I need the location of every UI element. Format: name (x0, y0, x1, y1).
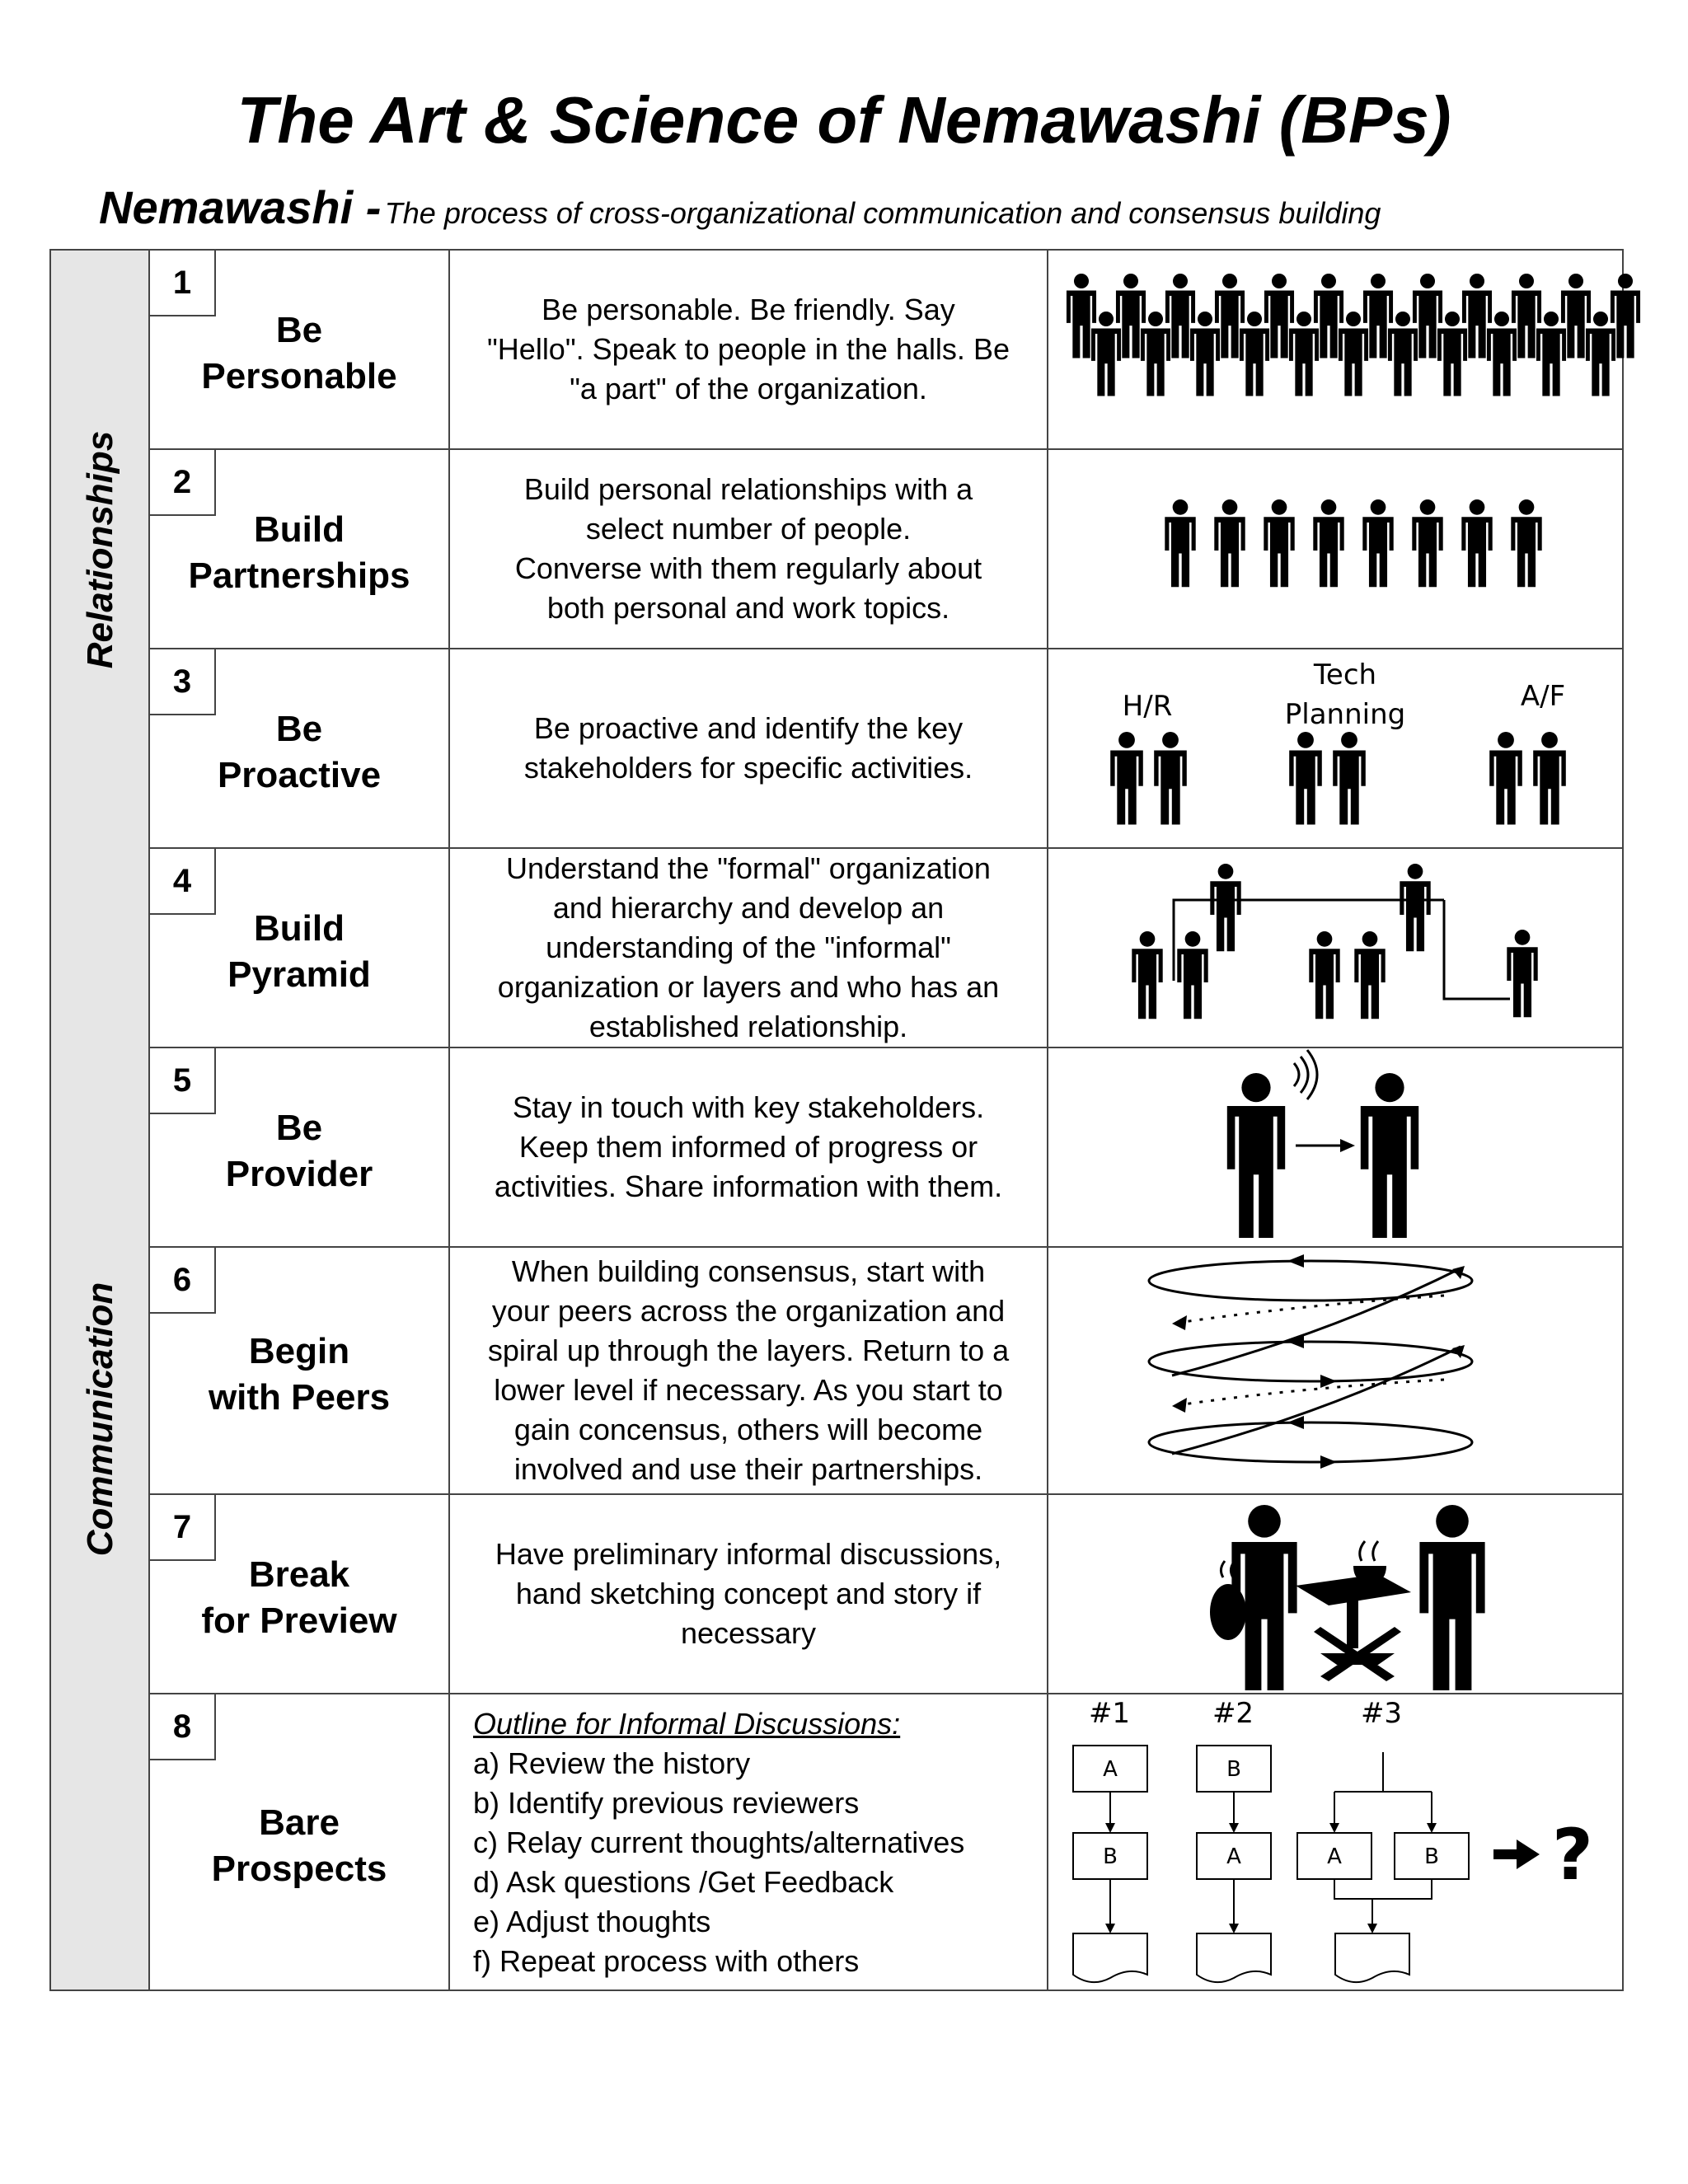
name-line: Be (275, 1108, 323, 1148)
group-label-planning: Planning (1284, 698, 1406, 731)
question-mark-icon: ? (1552, 1814, 1593, 1896)
outline-item: a) Review the history (473, 1746, 751, 1780)
desc-line: organization or layers and who has an (497, 970, 1000, 1004)
person-icon (1289, 732, 1322, 825)
desc-line: both personal and work topics. (546, 591, 950, 625)
desc-line: stakeholders for specific activities. (523, 751, 973, 785)
desc-line: lower level if necessary. As you start to (494, 1373, 1003, 1407)
section-label: Relationships (80, 430, 120, 669)
org-pyramid-icon (1048, 849, 1622, 1047)
outline-item: c) Relay current thoughts/alternatives (473, 1825, 965, 1859)
group-label-tech: Tech (1313, 658, 1377, 691)
subtitle (99, 183, 1381, 245)
person-icon (1362, 499, 1393, 587)
desc-line: involved and use their partnerships. (513, 1452, 983, 1486)
person-icon (1132, 931, 1162, 1019)
person-icon (1507, 930, 1537, 1017)
desc-line: necessary (680, 1616, 817, 1650)
pyramid-illustration (1048, 849, 1622, 1047)
flow2-box-a: A (1226, 1844, 1241, 1869)
practice-row-6 (150, 1248, 1624, 1495)
outline-item: f) Repeat process with others (473, 1944, 860, 1978)
person-icon (1264, 499, 1294, 587)
flow1-box-b: B (1103, 1844, 1118, 1869)
practice-row-3 (150, 649, 1624, 849)
desc-line: Converse with them regularly about (514, 551, 982, 585)
person-icon (1437, 312, 1467, 396)
name-line: with Peers (208, 1377, 391, 1418)
partners-illustration (1048, 450, 1622, 648)
person-icon (1333, 732, 1366, 825)
practice-description (450, 849, 1048, 1047)
flow-header-2: #2 (1212, 1697, 1254, 1730)
practice-row-5 (150, 1048, 1624, 1248)
desc-line: and hierarchy and develop an (552, 891, 945, 925)
practice-description (450, 1694, 1048, 1990)
person-icon (1154, 732, 1187, 825)
outline-item: d) Ask questions /Get Feedback (473, 1865, 894, 1899)
desc-line: Keep them informed of progress or (518, 1130, 978, 1164)
practice-number: 4 (150, 849, 216, 915)
flow2-box-b: B (1226, 1757, 1241, 1782)
flow3-box-a: A (1327, 1844, 1342, 1869)
person-icon (1177, 931, 1207, 1019)
desc-line: established relationship. (588, 1010, 908, 1043)
practice-number: 6 (150, 1248, 216, 1314)
person-icon (1361, 1073, 1418, 1238)
group-label-hr: H/R (1122, 690, 1173, 723)
person-icon (1536, 312, 1566, 396)
section-communication (51, 849, 150, 1990)
desc-line: "Hello". Speak to people in the halls. Be (487, 332, 1010, 366)
practice-row-7 (150, 1495, 1624, 1694)
desc-line: Stay in touch with key stakeholders. (512, 1090, 985, 1124)
person-icon (1511, 499, 1541, 587)
flow-header-3: #3 (1360, 1697, 1403, 1730)
spiral-icon (1048, 1248, 1622, 1493)
name-line: Prospects (211, 1849, 387, 1889)
coffee-break-illustration (1048, 1495, 1622, 1693)
flowchart-illustration (1048, 1694, 1622, 1990)
person-icon (1489, 732, 1522, 825)
name-line: Be (275, 310, 323, 350)
name-line: Provider (225, 1154, 373, 1194)
practice-number: 2 (150, 450, 216, 516)
flow1-box-a: A (1103, 1757, 1118, 1782)
desc-line: When building consensus, start with (511, 1254, 986, 1288)
name-line: Partnerships (188, 555, 410, 596)
person-icon (1339, 312, 1368, 396)
provider-talking-icon (1048, 1048, 1622, 1246)
name-line: Bare (259, 1802, 340, 1843)
desc-line: "a part" of the organization. (570, 372, 927, 405)
person-icon (1110, 732, 1143, 825)
desc-line: understanding of the "informal" (546, 930, 951, 964)
person-icon (1419, 1505, 1484, 1690)
person-icon (1214, 499, 1245, 587)
practice-number: 1 (150, 251, 216, 316)
section-relationships (51, 251, 150, 849)
desc-line: spiral up through the layers. Return to a (487, 1333, 1010, 1367)
person-icon (1309, 931, 1339, 1019)
practice-description (450, 1248, 1048, 1493)
desc-line: Build personal relationships with a (523, 472, 973, 506)
spiral-illustration (1048, 1248, 1622, 1493)
desc-line: Be personable. Be friendly. Say (542, 293, 955, 326)
name-line: Build (254, 908, 345, 949)
outline-heading: Outline for Informal Discussions: (473, 1707, 901, 1741)
practice-description (450, 251, 1048, 448)
outline-item: b) Identify previous reviewers (473, 1786, 860, 1820)
group-label-af: A/F (1520, 680, 1566, 713)
person-icon (1240, 312, 1269, 396)
subtitle-term: Nemawashi - (99, 181, 382, 233)
person-icon (1400, 864, 1430, 951)
practice-description (450, 450, 1048, 648)
practice-description (450, 649, 1048, 847)
subtitle-definition: The process of cross-organizational communication and consensus building (384, 196, 1381, 230)
name-line: for Preview (201, 1601, 397, 1641)
practice-description (450, 1048, 1048, 1246)
name-line: Personable (201, 356, 397, 396)
practice-row-4 (150, 849, 1624, 1048)
name-line: Pyramid (227, 954, 371, 995)
outline-item: e) Adjust thoughts (473, 1905, 711, 1938)
name-line: Be (275, 709, 323, 749)
name-line: Break (248, 1554, 350, 1595)
practices-table (49, 249, 1624, 1991)
flowchart-icon (1048, 1694, 1622, 1988)
practice-number: 3 (150, 649, 216, 715)
desc-line: select number of people. (585, 512, 912, 546)
person-icon (1165, 499, 1195, 587)
practice-row-1 (150, 251, 1624, 450)
person-icon (1487, 312, 1517, 396)
desc-line: your peers across the organization and (491, 1294, 1006, 1328)
person-icon (1461, 499, 1492, 587)
person-icon (1313, 499, 1343, 587)
desc-line: Have preliminary informal discussions, (495, 1537, 1002, 1571)
practice-number: 8 (150, 1694, 216, 1760)
practice-row-2 (150, 450, 1624, 649)
crowd-illustration (1048, 251, 1622, 448)
desc-line: Be proactive and identify the key (533, 711, 964, 745)
person-icon (1091, 312, 1121, 396)
desc-line: gain concensus, others will become (513, 1413, 983, 1446)
person-icon (1533, 732, 1566, 825)
name-line: Begin (248, 1331, 350, 1371)
person-icon (1354, 931, 1385, 1019)
flow-header-1: #1 (1088, 1697, 1131, 1730)
crowd-people-icon (1048, 251, 1622, 448)
name-line: Proactive (217, 755, 382, 795)
person-icon (1210, 864, 1240, 951)
desc-line: activities. Share information with them. (494, 1169, 1003, 1203)
person-icon (1586, 312, 1615, 396)
partner-people-icon (1048, 450, 1622, 648)
flow3-box-b: B (1424, 1844, 1439, 1869)
practice-number: 5 (150, 1048, 216, 1114)
person-icon (1388, 312, 1418, 396)
practice-row-8 (150, 1694, 1624, 1990)
practice-number: 7 (150, 1495, 216, 1561)
stakeholder-groups-icon (1048, 649, 1622, 847)
provider-illustration (1048, 1048, 1622, 1246)
stakeholders-illustration (1048, 649, 1622, 847)
coffee-table-icon (1048, 1495, 1622, 1693)
page-title: The Art & Science of Nemawashi (BPs) (237, 83, 1451, 157)
person-icon (1190, 312, 1220, 396)
section-label: Communication (80, 1282, 120, 1557)
person-icon (1227, 1073, 1285, 1238)
practice-description (450, 1495, 1048, 1693)
person-icon (1412, 499, 1442, 587)
person-icon (1141, 312, 1170, 396)
desc-line: Understand the "formal" organization (506, 851, 991, 885)
name-line: Build (254, 509, 345, 550)
desc-line: hand sketching concept and story if (515, 1577, 982, 1610)
person-icon (1289, 312, 1319, 396)
